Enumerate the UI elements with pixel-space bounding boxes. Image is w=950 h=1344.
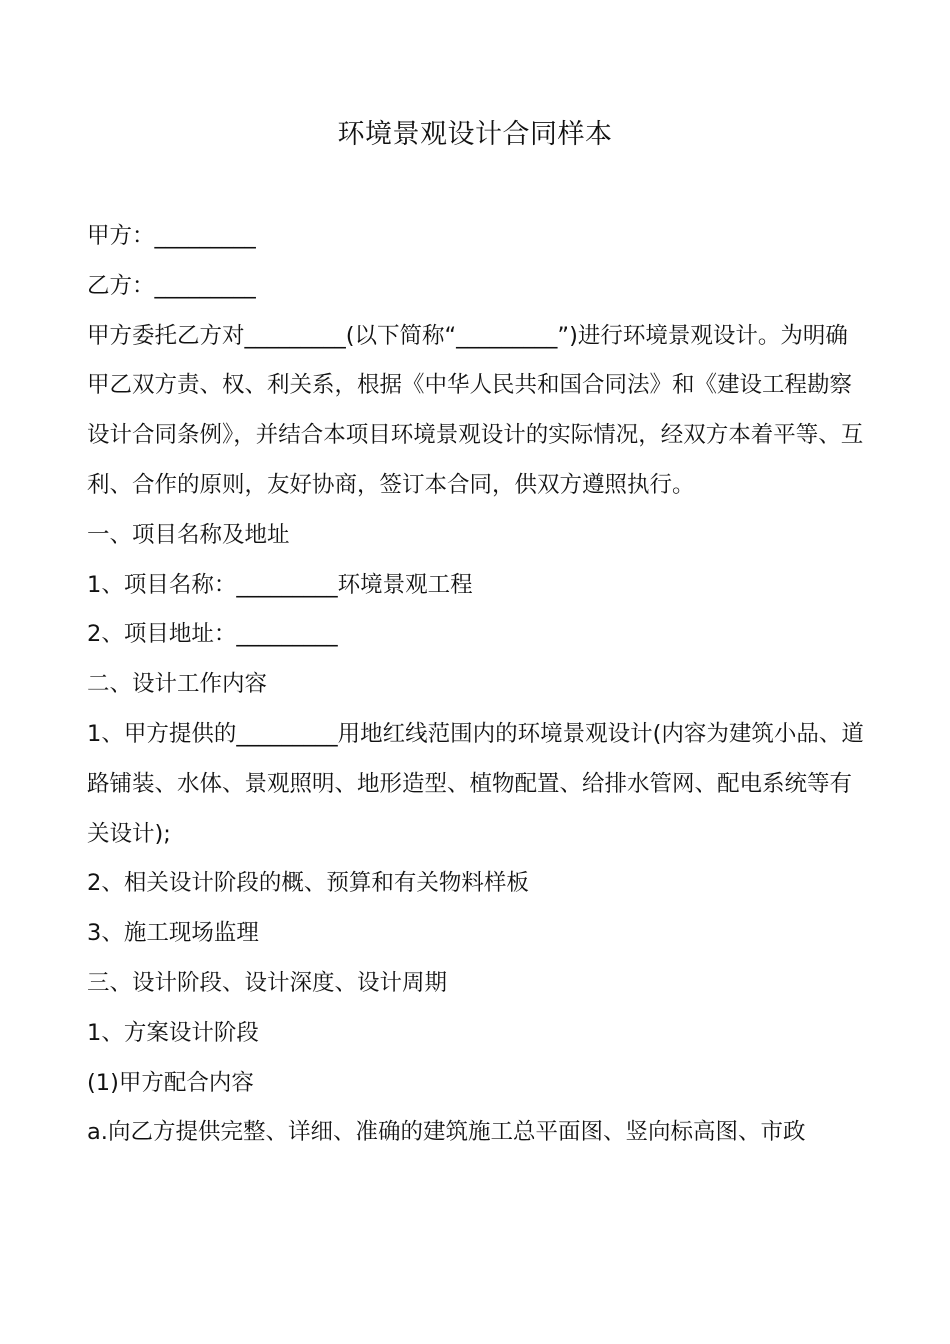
- clause-item-a: a.向乙方提供完整、详细、准确的建筑施工总平面图、竖向标高图、市政: [87, 1119, 806, 1146]
- document-body: [87, 212, 867, 1158]
- clause-project-address: 2、项目地址：_________: [87, 621, 338, 648]
- clause-project-name: 1、项目名称：_________环境景观工程: [87, 571, 473, 598]
- section-heading-1: 一、项目名称及地址: [87, 521, 290, 548]
- clause-design-scope: 1、甲方提供的_________用地红线范围内的环境景观设计(内容为建筑小品、道路铺装、水体、景观照明、地形造型、植物配置、给排水管网、配电系统等有关设计);: [87, 720, 864, 847]
- party-b-line: 乙方：_________: [87, 272, 256, 299]
- section-heading-2: 二、设计工作内容: [87, 671, 268, 698]
- clause-budget: 2、相关设计阶段的概、预算和有关物料样板: [87, 870, 529, 897]
- clause-supervision: 3、施工现场监理: [87, 920, 259, 947]
- party-a-line: 甲方：_________: [87, 223, 256, 249]
- clause-party-a-cooperation: (1)甲方配合内容: [87, 1069, 254, 1096]
- clause-scheme-stage: 1、方案设计阶段: [87, 1019, 259, 1046]
- section-heading-3: 三、设计阶段、设计深度、设计周期: [87, 969, 448, 996]
- document-title: 环境景观设计合同样本: [337, 119, 613, 150]
- preamble-paragraph: 甲方委托乙方对_________(以下简称“_________”)进行环境景观设计。为明确甲乙双方责、权、利关系，根据《中华人民共和国合同法》和《建设工程勘察设计合同条例》，并结合本项目环境景观设计的实际情况，经双方本着平等、互利、合作的原则，友好协商，签订本合同，供双方遵照执行。: [87, 322, 864, 498]
